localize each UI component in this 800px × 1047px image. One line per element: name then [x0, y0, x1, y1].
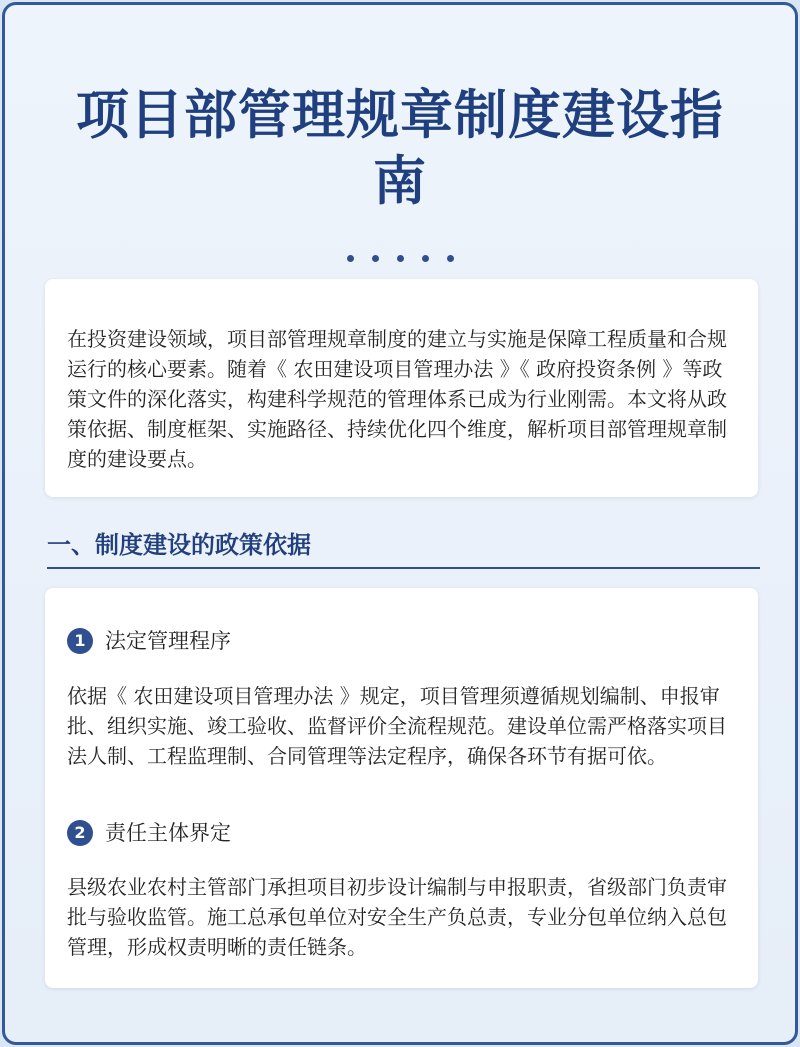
page-title	[25, 83, 775, 215]
item-heading	[67, 626, 231, 656]
item-title: 责任主体界定	[105, 821, 231, 845]
dot	[372, 255, 379, 262]
item-body: 县级农业农村主管部门承担项目初步设计编制与申报职责，省级部门负责审批与验收监管。施工总承包单位对安全生产负总责，专业分包单位纳入总包管理，形成权责明晰的责任链条。	[67, 875, 727, 959]
item-body: 依据《 农田建设项目管理办法 》规定，项目管理须遵循规划编制、申报审批、组织实施、竣工验收、监督评价全流程规范。建设单位需严格落实项目法人制、工程监理制、合同管理等法定程序，确保各环节有据可依。	[67, 684, 727, 768]
number-two-icon: 2	[67, 820, 93, 846]
title-line-2: 南	[373, 151, 427, 212]
section-heading: 一、制度建设的政策依据	[47, 531, 311, 559]
page-frame	[2, 2, 798, 1045]
section-divider	[47, 567, 760, 569]
item-heading	[67, 818, 231, 848]
section-card	[45, 588, 758, 988]
intro-paragraph: 在投资建设领域，项目部管理规章制度的建立与实施是保障工程质量和合规运行的核心要素。随着《 农田建设项目管理办法 》《 政府投资条例 》等政策文件的深化落实，构建科学规范的管理体系已成为行业刚需。本文将从政策依据、制度框架、实施路径、持续优化四个维度，解析项目部管理规章制度的建设要点。	[67, 327, 727, 471]
number-one-icon: 1	[67, 628, 93, 654]
item-title: 法定管理程序	[105, 629, 231, 653]
dot	[397, 255, 404, 262]
intro-card	[45, 279, 758, 497]
dot	[347, 255, 354, 262]
dot	[422, 255, 429, 262]
title-line-1: 项目部管理规章制度建设指	[76, 85, 724, 146]
dot	[447, 255, 454, 262]
decorative-dots	[5, 255, 795, 262]
